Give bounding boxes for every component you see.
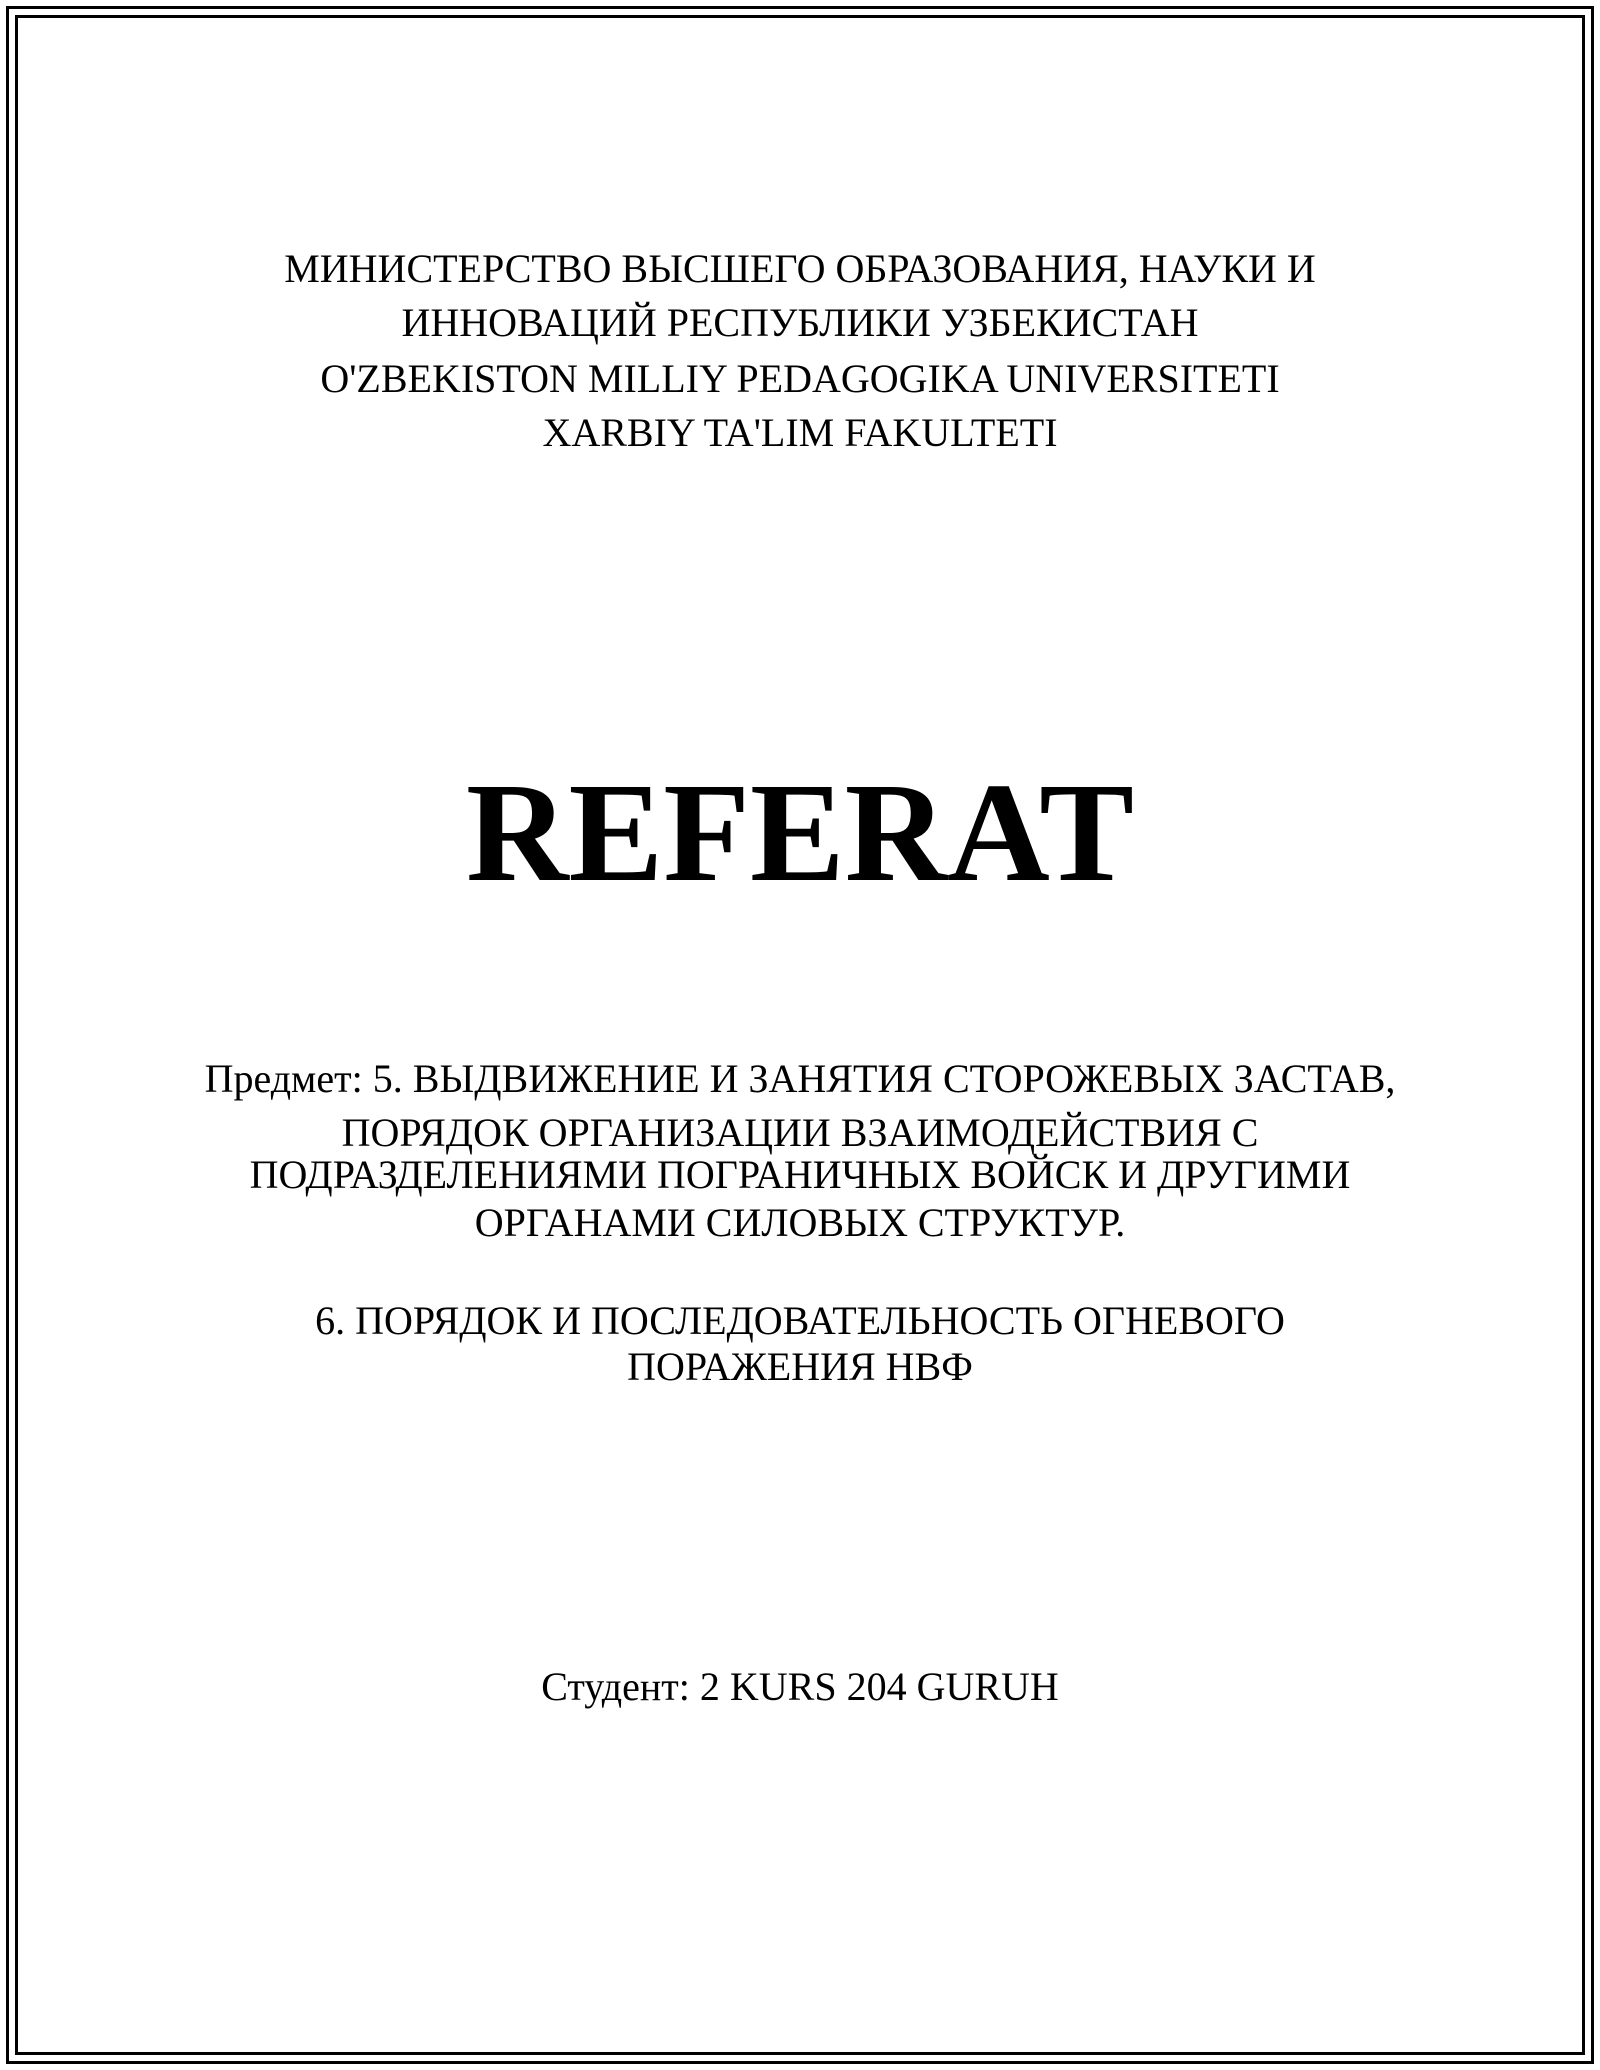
- subject-line-4: ОРГАНАМИ СИЛОВЫХ СТРУКТУР.: [474, 1200, 1126, 1245]
- subject-second-line-1: 6. ПОРЯДОК И ПОСЛЕДОВАТЕЛЬНОСТЬ ОГНЕВОГО: [315, 1298, 1285, 1343]
- subject-line-3: ПОДРАЗДЕЛЕНИЯМИ ПОГРАНИЧНЫХ ВОЙСК И ДРУГИМИ: [249, 1152, 1351, 1197]
- header-line-ministry: МИНИСТЕРСТВО ВЫСШЕГО ОБРАЗОВАНИЯ, НАУКИ И: [284, 246, 1316, 291]
- subject-line-1: Предмет: 5. ВЫДВИЖЕНИЕ И ЗАНЯТИЯ СТОРОЖЕВЫХ ЗАСТАВ,: [204, 1056, 1396, 1101]
- student-info: Студент: 2 KURS 204 GURUH: [541, 1664, 1059, 1709]
- header-line-faculty: XARBIY TA'LIM FAKULTETI: [542, 410, 1058, 455]
- subject-line-2: ПОРЯДОК ОРГАНИЗАЦИИ ВЗАИМОДЕЙСТВИЯ С: [341, 1110, 1259, 1155]
- header-line-university: O'ZBEKISTON MILLIY PEDAGOGIKA UNIVERSITETI: [320, 356, 1280, 401]
- header-line-republic: ИННОВАЦИЙ РЕСПУБЛИКИ УЗБЕКИСТАН: [401, 300, 1199, 345]
- subject-second-line-2: ПОРАЖЕНИЯ НВФ: [627, 1344, 973, 1389]
- document-title: REFERAT: [466, 753, 1134, 911]
